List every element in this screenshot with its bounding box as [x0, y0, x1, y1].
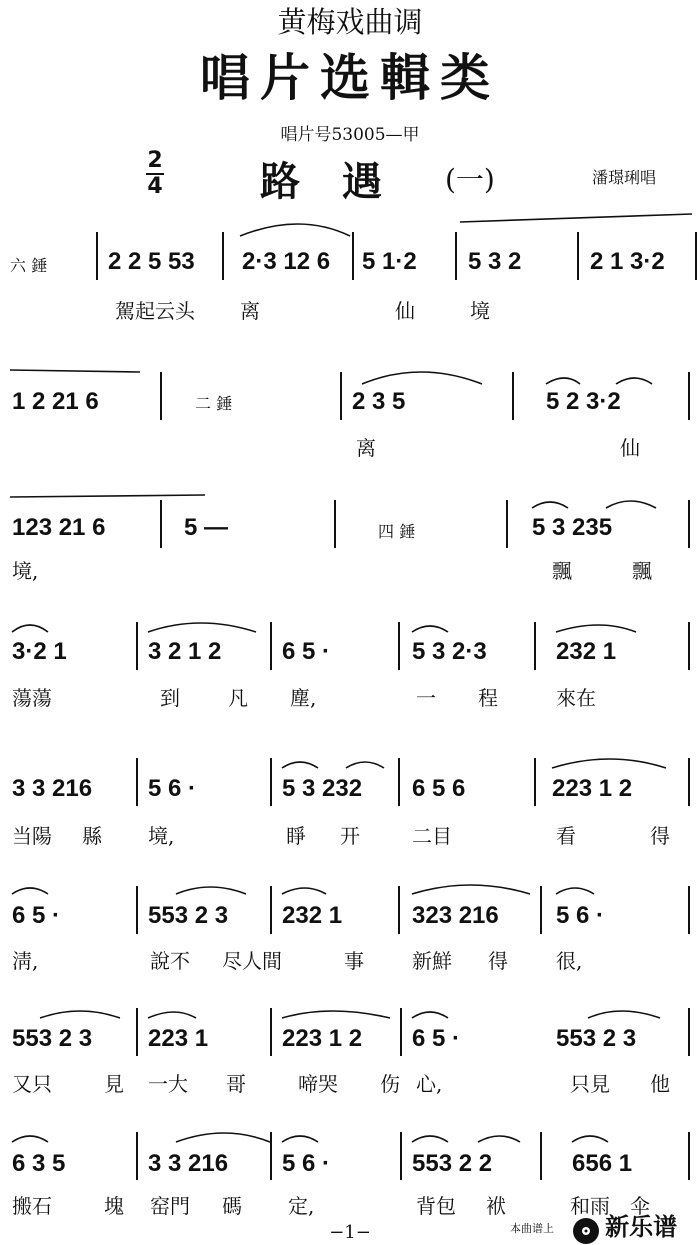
notation-measure: 5 2 3·2: [546, 388, 621, 415]
lyric: 定,: [288, 1194, 315, 1218]
lyric: 駕起云头: [115, 299, 195, 323]
lyric: 看: [556, 824, 576, 848]
lyric: 塊: [104, 1194, 124, 1218]
lyric: 背包: [416, 1194, 456, 1218]
slur: [240, 224, 350, 236]
notation-measure: 5 1·2: [362, 248, 417, 275]
lyric: 蕩蕩: [12, 686, 52, 710]
song-title: 路 遇: [260, 158, 396, 205]
lyric: 窑門: [150, 1194, 190, 1218]
lyric: 淸,: [12, 949, 39, 973]
notation-measure: 232 1: [282, 902, 343, 929]
slur: [606, 501, 656, 508]
time-sig-top: 2: [147, 148, 163, 173]
slur: [616, 378, 652, 384]
lyric: 睜: [286, 824, 306, 848]
notation-measure: 6 5 ·: [12, 902, 61, 929]
lyric: 他: [650, 1072, 670, 1096]
lyric: 得: [488, 949, 508, 973]
slur: [556, 888, 594, 894]
lyric: 离: [240, 299, 260, 323]
slur: [552, 759, 666, 768]
source-note: 本曲谱上: [510, 1222, 554, 1235]
slur: [10, 370, 140, 372]
lyric: 离: [356, 436, 376, 460]
lyric: 搬石: [12, 1194, 52, 1218]
lyric: 只見: [570, 1072, 610, 1096]
record-number: 唱片号53005—甲: [280, 125, 420, 145]
slur: [148, 623, 256, 632]
notation-measure: 223 1 2: [282, 1025, 363, 1052]
notation-measure: 5 3 2: [468, 248, 522, 275]
lyric: 一大: [148, 1072, 188, 1096]
slur: [572, 1136, 608, 1142]
slur: [176, 1133, 270, 1142]
lyric: 又只: [12, 1072, 52, 1096]
logo-text: 新乐谱: [605, 1213, 678, 1241]
slur: [176, 887, 246, 894]
notation-measure: 2·3 12 6: [242, 248, 331, 275]
slur: [588, 1011, 660, 1018]
lyric: 塵,: [290, 686, 317, 710]
notation-measure: 2 2 5 53: [108, 248, 195, 275]
notation-measure: 5 3 235: [532, 514, 613, 541]
notation-measure: 5 —: [184, 514, 229, 541]
slur: [556, 625, 636, 632]
notation-measure: 3·2 1: [12, 638, 67, 665]
lyric: 心,: [416, 1072, 443, 1096]
slur: [412, 1012, 448, 1018]
slur: [346, 762, 384, 768]
slur: [10, 495, 205, 497]
lyric: 仙: [395, 299, 415, 323]
lyric: 袱: [486, 1194, 506, 1218]
notation-measure: 232 1: [556, 638, 617, 665]
notation-measure: 323 216: [412, 902, 499, 929]
slur: [412, 885, 530, 894]
notation-measure: 5 3 232: [282, 775, 363, 802]
notation-measure: 5 3 2·3: [412, 638, 487, 665]
slur: [532, 502, 568, 508]
slur: [282, 1011, 390, 1018]
lyric: 伤: [380, 1072, 400, 1096]
percussion-cue: 六 錘: [10, 256, 48, 275]
slur: [12, 888, 48, 894]
slur: [546, 378, 580, 384]
page-number: −1−: [329, 1222, 371, 1243]
lyric: 事: [344, 949, 364, 973]
notation-measure: 3 3 216: [12, 775, 93, 802]
lyric: 很,: [556, 949, 583, 973]
slur: [460, 214, 692, 222]
slur: [12, 1136, 48, 1142]
lyric: 伞: [630, 1194, 650, 1218]
lyric: 見: [104, 1072, 124, 1096]
lyric: 飄: [552, 559, 572, 583]
time-sig-bottom: 4: [147, 174, 163, 199]
slur: [282, 1136, 318, 1142]
genre-title: 黄梅戏曲调: [277, 5, 423, 39]
notation-measure: 5 6 ·: [282, 1150, 331, 1177]
lyric: 二目: [412, 824, 452, 848]
notation-measure: 553 2 2: [412, 1150, 493, 1177]
disc-icon: [572, 1217, 600, 1245]
lyric: 說不: [150, 949, 190, 973]
notation-measure: 6 5 ·: [412, 1025, 461, 1052]
notation-measure: 553 2 3: [12, 1025, 93, 1052]
lyric: 飄: [632, 559, 652, 583]
lyric: 得: [650, 824, 670, 848]
lyric: 新鮮: [412, 949, 452, 973]
notation-measure: 2 1 3·2: [590, 248, 665, 275]
lyric: 境,: [148, 824, 175, 848]
slur: [362, 372, 482, 384]
notation-measure: 656 1: [572, 1150, 633, 1177]
percussion-cue: 二 錘: [195, 394, 233, 413]
slur: [478, 1136, 520, 1142]
notation-measure: 553 2 3: [148, 902, 229, 929]
notation-measure: 223 1 2: [552, 775, 633, 802]
notation-measure: 6 3 5: [12, 1150, 66, 1177]
lyric: 縣: [82, 824, 102, 848]
notation-measure: 3 3 216: [148, 1150, 229, 1177]
song-title-suffix: (一): [445, 163, 495, 196]
percussion-cue: 四 錘: [378, 522, 416, 541]
notation-measure: 553 2 3: [556, 1025, 637, 1052]
notation-measure: 223 1: [148, 1025, 209, 1052]
lyric: 程: [478, 686, 498, 710]
lyric: 和雨: [570, 1194, 610, 1218]
notation-measure: 123 21 6: [12, 514, 106, 541]
lyric: 一: [416, 686, 436, 710]
slur: [282, 888, 326, 894]
slur: [412, 626, 448, 632]
lyric: 哥: [226, 1072, 246, 1096]
notation-measure: 2 3 5: [352, 388, 406, 415]
slur: [282, 762, 318, 768]
lyric: 仙: [620, 436, 640, 460]
lyric: 境,: [12, 559, 39, 583]
notation-measure: 5 6 ·: [148, 775, 197, 802]
slur: [40, 1011, 120, 1018]
notation-measure: 6 5 ·: [282, 638, 331, 665]
singer-credit: 潘璟琍唱: [592, 168, 657, 187]
slur: [12, 625, 48, 632]
notation-measure: 5 6 ·: [556, 902, 605, 929]
lyric: 碼: [222, 1194, 242, 1218]
lyric: 來在: [556, 686, 596, 710]
lyric: 境: [470, 299, 490, 323]
lyric: 到: [160, 686, 180, 710]
lyric: 凡: [228, 686, 248, 710]
notation-measure: 6 5 6: [412, 775, 466, 802]
site-logo: [572, 1207, 677, 1245]
notation-measure: 3 2 1 2: [148, 638, 222, 665]
lyric: 啼哭: [298, 1072, 338, 1096]
slur: [148, 1012, 196, 1018]
slur: [412, 1136, 448, 1142]
notation-measure: 1 2 21 6: [12, 388, 99, 415]
lyric: 尽人間: [222, 949, 282, 973]
lyric: 当陽: [12, 824, 52, 848]
album-title: 唱片选輯类: [200, 48, 500, 107]
lyric: 开: [340, 824, 360, 848]
